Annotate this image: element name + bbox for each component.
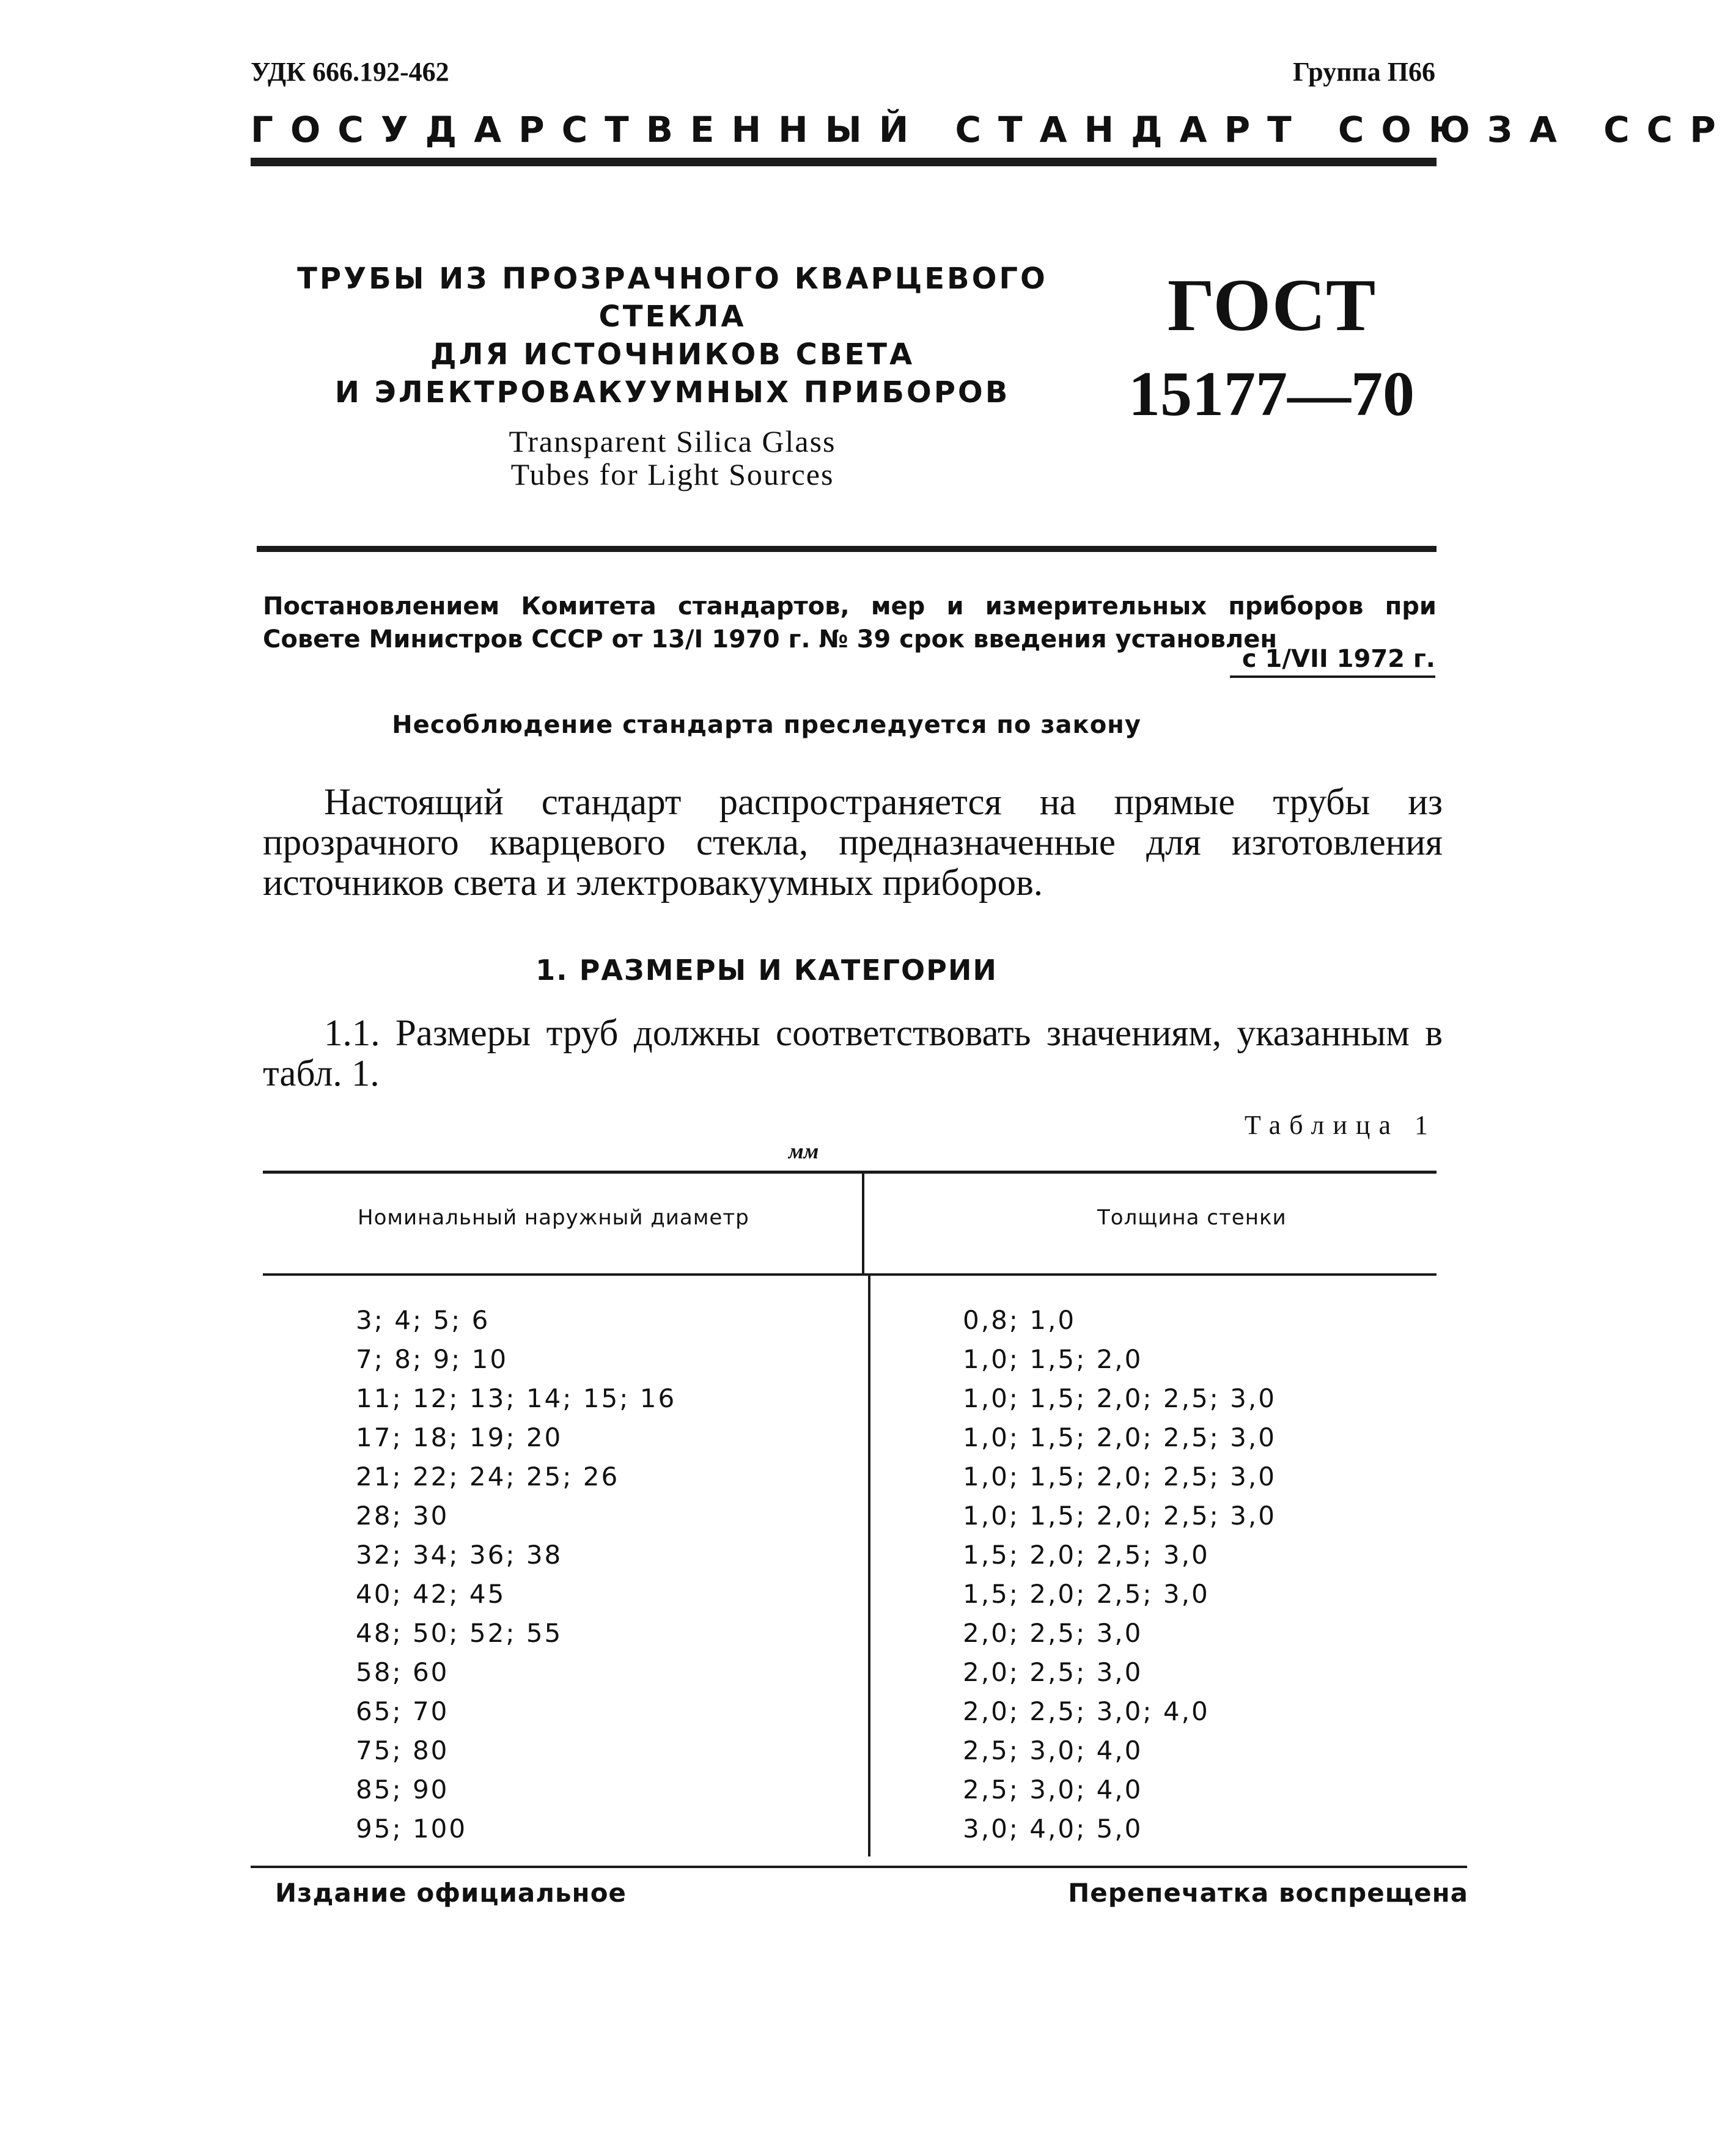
table-cell-diameter: 7; 8; 9; 10 [356, 1344, 509, 1374]
table-cell-thickness: 1,0; 1,5; 2,0; 2,5; 3,0 [963, 1462, 1276, 1492]
table-cell-diameter: 85; 90 [356, 1775, 449, 1805]
diameter-column [356, 1301, 676, 1849]
table-cell-thickness: 0,8; 1,0 [963, 1305, 1076, 1335]
table-cell-diameter: 48; 50; 52; 55 [356, 1618, 563, 1648]
column-header-diameter: Номинальный наружный диаметр [358, 1205, 749, 1230]
decree-word: при [1385, 592, 1437, 620]
thickness-column [963, 1301, 1276, 1849]
table-cell-thickness: 3,0; 4,0; 5,0 [963, 1814, 1143, 1844]
decree-word: Комитета [521, 592, 657, 620]
table-cell-thickness: 1,5; 2,0; 2,5; 3,0 [963, 1540, 1210, 1570]
table-unit: мм [789, 1139, 819, 1163]
effective-date: с 1/VII 1972 г. [1230, 645, 1435, 678]
table-cell-thickness: 1,0; 1,5; 2,0; 2,5; 3,0 [963, 1422, 1276, 1452]
gost-designation [1088, 263, 1455, 440]
section-heading: 1. РАЗМЕРЫ И КАТЕГОРИИ [535, 954, 998, 987]
gost-word: ГОСТ [1167, 264, 1376, 347]
intro-paragraph: Настоящий стандарт распространяется на прямые трубы из прозрачного кварцевого стекла, предназначенные для изготовления источников света и электровакуумных приборов. [263, 782, 1443, 903]
table-cell-diameter: 40; 42; 45 [356, 1579, 506, 1609]
table-body-divider [868, 1276, 870, 1856]
table-header-rule [263, 1273, 1437, 1276]
table-cell-thickness: 1,0; 1,5; 2,0; 2,5; 3,0 [963, 1383, 1276, 1413]
title-ru-line-1: ТРУБЫ ИЗ ПРОЗРАЧНОГО КВАРЦЕВОГО СТЕКЛА [297, 262, 1048, 334]
decree-word: приборов [1228, 592, 1364, 620]
decree-word: мер [870, 592, 925, 620]
legal-notice: Несоблюдение стандарта преследуется по закону [392, 711, 1141, 739]
table-cell-diameter: 58; 60 [356, 1657, 449, 1687]
table-cell-thickness: 2,0; 2,5; 3,0; 4,0 [963, 1696, 1210, 1726]
footer-rule [251, 1866, 1467, 1868]
table-cell-thickness: 1,5; 2,0; 2,5; 3,0 [963, 1579, 1210, 1609]
table-cell-diameter: 32; 34; 36; 38 [356, 1540, 563, 1570]
table-cell-thickness: 1,0; 1,5; 2,0 [963, 1344, 1143, 1374]
decree-word: измерительных [985, 592, 1207, 620]
table-cell-diameter: 65; 70 [356, 1696, 449, 1726]
decree-word: и [946, 592, 964, 620]
paragraph-1-1: 1.1. Размеры труб должны соответствовать значениям, указанным в табл. 1. [263, 1013, 1443, 1094]
table-cell-diameter: 11; 12; 13; 14; 15; 16 [356, 1383, 677, 1413]
table-cell-thickness: 2,5; 3,0; 4,0 [963, 1775, 1143, 1805]
title-rule [257, 546, 1437, 552]
table-header-divider [862, 1174, 864, 1273]
document-title [263, 260, 1082, 491]
decree-word: стандартов, [678, 592, 850, 620]
table-cell-diameter: 3; 4; 5; 6 [356, 1305, 490, 1335]
header-rule [251, 158, 1437, 166]
official-edition-note: Издание официальное [275, 1878, 627, 1908]
table-cell-thickness: 2,5; 3,0; 4,0 [963, 1735, 1143, 1765]
gost-number: 15177—70 [1128, 359, 1415, 429]
table-caption: Таблица 1 [1244, 1110, 1437, 1140]
title-en-line-1: Transparent Silica Glass [509, 424, 836, 458]
table-cell-diameter: 21; 22; 24; 25; 26 [356, 1462, 620, 1492]
title-ru-line-3: И ЭЛЕКТРОВАКУУМНЫХ ПРИБОРОВ [334, 375, 1010, 410]
reprint-prohibited-note: Перепечатка воспрещена [1068, 1878, 1468, 1908]
title-ru-line-2: ДЛЯ ИСТОЧНИКОВ СВЕТА [430, 337, 915, 372]
column-header-thickness: Толщина стенки [1097, 1205, 1287, 1230]
table-cell-diameter: 75; 80 [356, 1735, 449, 1765]
table-top-rule [263, 1171, 1437, 1174]
decree-line-1 [263, 590, 1437, 623]
table-cell-diameter: 17; 18; 19; 20 [356, 1422, 563, 1452]
table-cell-thickness: 1,0; 1,5; 2,0; 2,5; 3,0 [963, 1501, 1276, 1531]
title-en-line-2: Tubes for Light Sources [510, 457, 834, 491]
table-cell-diameter: 28; 30 [356, 1501, 449, 1531]
table-cell-diameter: 95; 100 [356, 1814, 468, 1844]
decree-word: Постановлением [263, 592, 500, 620]
udk-code: УДК 666.192-462 [251, 57, 449, 87]
group-code: Группа П66 [1292, 57, 1435, 87]
table-cell-thickness: 2,0; 2,5; 3,0 [963, 1657, 1143, 1687]
decree-line-2: Совете Министров СССР от 13/I 1970 г. № 39 срок введения установлен [263, 625, 1277, 653]
table-cell-thickness: 2,0; 2,5; 3,0 [963, 1618, 1143, 1648]
state-standard-heading: ГОСУДАРСТВЕННЫЙ СТАНДАРТ СОЮЗА ССР [251, 109, 1733, 150]
